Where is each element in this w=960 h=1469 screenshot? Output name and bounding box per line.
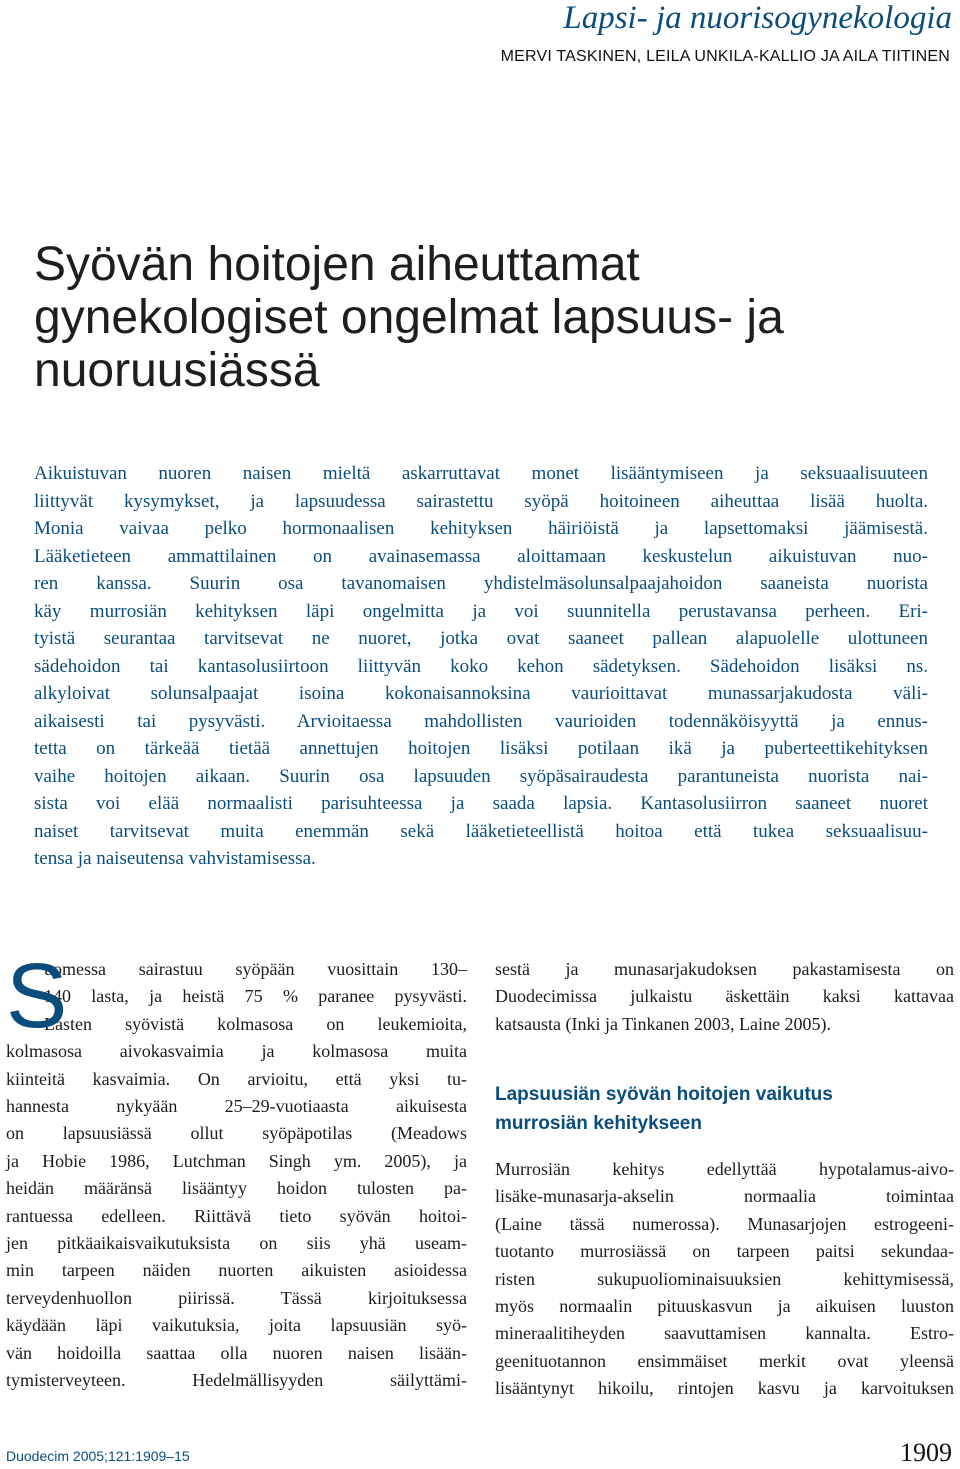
subheading-line: murrosiän kehitykseen	[495, 1113, 702, 1134]
body-line: 140 lasta, ja heistä 75 % paranee pysyvästi.	[44, 986, 467, 1007]
abstract-line: tyistä seurantaa tarvitsevat ne nuoret, jotka ovat saaneet pallean alapuolelle ulottuneen	[34, 628, 928, 649]
body-column-right-top	[495, 956, 954, 1038]
section-subheading	[495, 1080, 954, 1138]
abstract-line: Aikuistuvan nuoren naisen mieltä askarruttavat monet lisääntymiseen ja seksuaalisuuteen	[34, 463, 928, 484]
article-title	[34, 238, 934, 397]
body-line: kolmasosa aivokasvaimia ja kolmasosa muita	[6, 1041, 467, 1062]
subheading-line: Lapsuusiän syövän hoitojen vaikutus	[495, 1084, 833, 1105]
body-line: tymisterveyteen. Hedelmällisyyden säilyttämi-	[6, 1370, 467, 1391]
body-line: min tarpeen näiden nuorten aikuisten asioidessa	[6, 1260, 467, 1281]
body-line: käydään läpi vaikutuksia, joita lapsuusiän syö-	[6, 1315, 467, 1336]
body-line: lisääntynyt hikoilu, rintojen kasvu ja karvoituksen	[495, 1378, 954, 1399]
abstract	[34, 460, 928, 873]
journal-citation: Duodecim 2005;121:1909–15	[6, 1448, 190, 1464]
body-column-right-bottom	[495, 1156, 954, 1403]
body-line: terveydenhuollon piirissä. Tässä kirjoituksessa	[6, 1287, 467, 1308]
body-line: risten sukupuoliominaisuuksien kehittymisessä,	[495, 1268, 954, 1289]
dropcap: S	[6, 945, 68, 1047]
abstract-line: sädehoidon tai kantasolusiirtoon liittyvän koko kehon sädetyksen. Sädehoidon lisäksi ns.	[34, 655, 928, 677]
abstract-line: naiset tarvitsevat muita enemmän sekä lääketieteellistä hoitoa että tukea seksuaalisuu-	[34, 820, 928, 842]
body-line: kiinteitä kasvaimia. On arvioitu, että yksi tu-	[6, 1068, 467, 1089]
body-line: vän hoidoilla saattaa olla nuoren naisen lisään-	[6, 1342, 467, 1363]
body-line: jen pitkäaikaisvaikutuksista on siis yhä useam-	[6, 1233, 467, 1254]
body-line: geenituotannon ensimmäiset merkit ovat yleensä	[495, 1350, 954, 1371]
title-line: gynekologiset ongelmat lapsuus- ja	[34, 291, 784, 344]
body-line: sestä ja munasarjakudoksen pakastamisesta on	[495, 959, 954, 979]
abstract-line: tetta on tärkeää tietää annettujen hoitojen lisäksi potilaan ikä ja puberteettikehityksen	[34, 738, 928, 759]
abstract-line: alkyloivat solunsalpaajat isoina kokonaisannoksina vaurioittavat munassarjakudosta väli-	[34, 683, 928, 704]
body-line: uomessa sairastuu syöpään vuosittain 130–	[44, 959, 467, 979]
authors-line: MERVI TASKINEN, LEILA UNKILA-KALLIO JA AILA TIITINEN	[500, 48, 950, 65]
abstract-line: käy murrosiän kehityksen läpi ongelmitta ja voi suunnitella perustavansa perheen. Eri-	[34, 600, 928, 622]
section-title: Lapsi- ja nuorisogynekologia	[563, 0, 952, 36]
body-line: Murrosiän kehitys edellyttää hypotalamus-aivo-	[495, 1159, 954, 1179]
body-line: tuotanto murrosiässä on tarpeen paitsi sekundaa-	[495, 1241, 954, 1262]
abstract-line: liittyvät kysymykset, ja lapsuudessa sairastettu syöpä hoitoineen aiheuttaa lisää huolta.	[34, 490, 928, 512]
body-line: (Laine tässä numerossa). Munasarjojen estrogeeni-	[495, 1213, 954, 1234]
body-line: myös normaalin pituuskasvun ja aikuisen luuston	[495, 1296, 954, 1317]
body-line: mineraalitiheyden saavuttamisen kannalta. Estro-	[495, 1323, 954, 1344]
abstract-line: Lääketieteen ammattilainen on avainasemassa aloittamaan keskustelun aikuistuvan nuo-	[34, 545, 928, 567]
abstract-line: vaihe hoitojen aikaan. Suurin osa lapsuuden syöpäsairaudesta parantuneista nuorista nai-	[34, 765, 928, 787]
body-line: on lapsuusiässä ollut syöpäpotilas (Meadows	[6, 1123, 467, 1144]
body-line: hannesta nykyään 25–29-vuotiaasta aikuisesta	[6, 1096, 467, 1117]
abstract-line: ren kanssa. Suurin osa tavanomaisen yhdistelmäsolunsalpaajahoidon saaneista nuorista	[34, 573, 928, 594]
body-line: katsausta (Inki ja Tinkanen 2003, Laine 2005).	[495, 1013, 831, 1034]
body-line: rantuessa edelleen. Riittävä tieto syövän hoitoi-	[6, 1205, 467, 1226]
abstract-line: aikaisesti tai pysyvästi. Arvioitaessa mahdollisten vaurioiden todennäköisyyttä ja ennus-	[34, 710, 928, 732]
body-line: Duodecimissa julkaistu äskettäin kaksi kattavaa	[495, 986, 954, 1007]
body-line: ja Hobie 1986, Lutchman Singh ym. 2005), ja	[6, 1150, 467, 1171]
abstract-line: tensa ja naiseutensa vahvistamisessa.	[34, 848, 316, 869]
page-number: 1909	[900, 1438, 952, 1467]
title-line: nuoruusiässä	[34, 344, 320, 397]
body-line: Lasten syövistä kolmasosa on leukemioita,	[44, 1013, 467, 1034]
body-line: lisäke-munasarja-akselin normaalia toimintaa	[495, 1186, 954, 1207]
abstract-line: sista voi elää normaalisti parisuhteessa ja saada lapsia. Kantasolusiirron saaneet nuoret	[34, 793, 928, 814]
body-column-left	[6, 945, 467, 1395]
abstract-line: Monia vaivaa pelko hormonaalisen kehityksen häiriöistä ja lapsettomaksi jäämisestä.	[34, 518, 928, 539]
title-line: Syövän hoitojen aiheuttamat	[34, 238, 640, 291]
body-line: heidän määränsä lisääntyy hoidon tulosten pa-	[6, 1178, 467, 1199]
